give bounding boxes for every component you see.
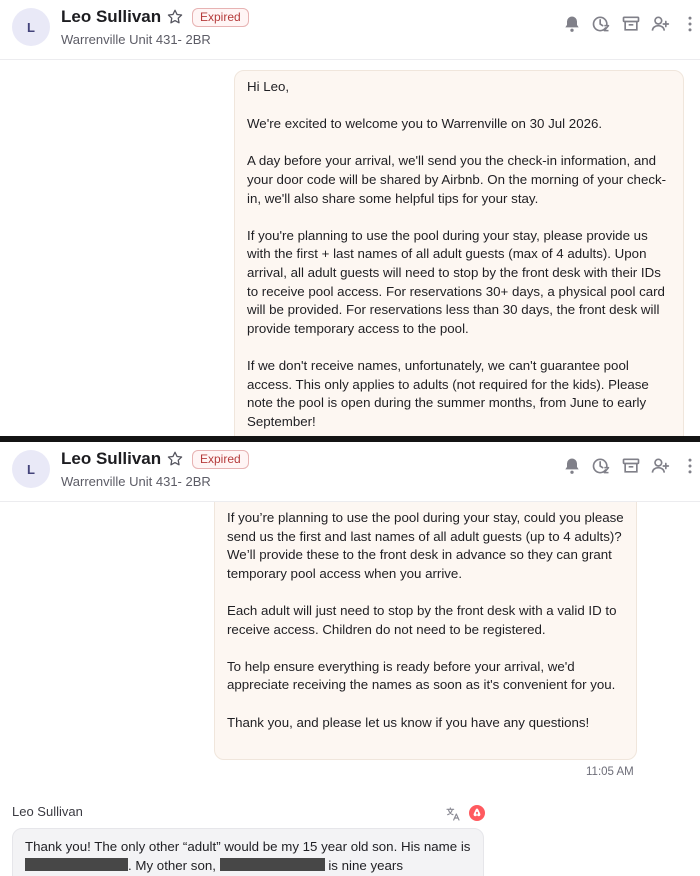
message-text: . My other son, bbox=[128, 857, 220, 873]
message-paragraph: We're excited to welcome you to Warrenville on 30 Jul 2026. bbox=[247, 116, 603, 132]
add-user-icon[interactable] bbox=[650, 14, 670, 34]
star-icon[interactable] bbox=[166, 8, 184, 26]
clock-snooze-icon[interactable] bbox=[591, 14, 611, 34]
message-paragraph: If we don't receive names, unfortunately, we can't guarantee pool access. This only applies to adults (not required for the kids). Please note the pool is open during the summer months, from June to early September! bbox=[247, 357, 649, 429]
archive-icon[interactable] bbox=[621, 14, 641, 34]
avatar[interactable]: L bbox=[12, 450, 50, 488]
archive-icon[interactable] bbox=[621, 456, 641, 476]
host-message-bubble bbox=[234, 70, 684, 436]
airbnb-icon bbox=[469, 805, 485, 821]
message-text: is nine years bbox=[324, 857, 403, 873]
guest-name[interactable]: Leo Sullivan bbox=[61, 7, 162, 26]
message-timestamp: 11:05 AM bbox=[586, 766, 634, 778]
message-paragraph: A day before your arrival, we'll send you the check-in information, and your door code will be shared by Airbnb. On the morning of your check-in, we'll also share some helpful tips for your stay. bbox=[247, 153, 667, 206]
message-paragraph: To help ensure everything is ready before your arrival, we'd appreciate receiving the names as soon as it's convenient for you. bbox=[227, 658, 616, 693]
bell-icon[interactable] bbox=[562, 456, 582, 476]
message-paragraph: Thank you, and please let us know if you have any questions! bbox=[227, 714, 590, 730]
avatar[interactable]: L bbox=[12, 8, 50, 46]
message-paragraph: Hi Leo, bbox=[247, 79, 290, 94]
add-user-icon[interactable] bbox=[650, 456, 670, 476]
translate-icon[interactable] bbox=[445, 806, 461, 822]
status-badge: Expired bbox=[192, 450, 249, 469]
guest-message-bubble bbox=[12, 828, 484, 876]
more-vertical-icon[interactable] bbox=[684, 14, 696, 34]
conversation-pane-top bbox=[0, 0, 700, 436]
message-text: Thank you! The only other “adult” would be my 15 year old son. His name is bbox=[25, 839, 471, 854]
more-vertical-icon[interactable] bbox=[684, 456, 696, 476]
listing-name[interactable]: Warrenville Unit 431- 2BR bbox=[61, 32, 211, 47]
host-message-bubble bbox=[214, 482, 637, 760]
message-paragraph: Each adult will just need to stop by the front desk with a valid ID to receive access. Children do not need to be registered. bbox=[227, 602, 617, 637]
star-icon[interactable] bbox=[166, 450, 184, 468]
message-paragraph: If you're planning to use the pool during your stay, please provide us with the first + last names of all adult guests (max of 4 adults). Upon arrival, all adult guests will need to stop by the front desk with their IDs to receive pool access. For reservations 30+ days, a physical pool card will be provided. For reservations less than 30 days, the front desk will provide temporary access to the pool. bbox=[247, 227, 665, 336]
sender-name: Leo Sullivan bbox=[12, 804, 83, 819]
listing-name[interactable]: Warrenville Unit 431- 2BR bbox=[61, 474, 211, 489]
guest-name[interactable]: Leo Sullivan bbox=[61, 449, 162, 468]
clock-snooze-icon[interactable] bbox=[591, 456, 611, 476]
redacted-name bbox=[220, 858, 325, 871]
redacted-name bbox=[25, 858, 128, 871]
conversation-pane-bottom bbox=[0, 442, 700, 876]
conversation-header bbox=[0, 442, 700, 502]
message-paragraph: If you’re planning to use the pool during your stay, could you please send us the first and last names of all adult guests (up to 4 adults)? We’ll provide these to the front desk in advance so they can grant temporary pool access when you arrive. bbox=[227, 510, 624, 581]
status-badge: Expired bbox=[192, 8, 249, 27]
conversation-header bbox=[0, 0, 700, 60]
bell-icon[interactable] bbox=[562, 14, 582, 34]
